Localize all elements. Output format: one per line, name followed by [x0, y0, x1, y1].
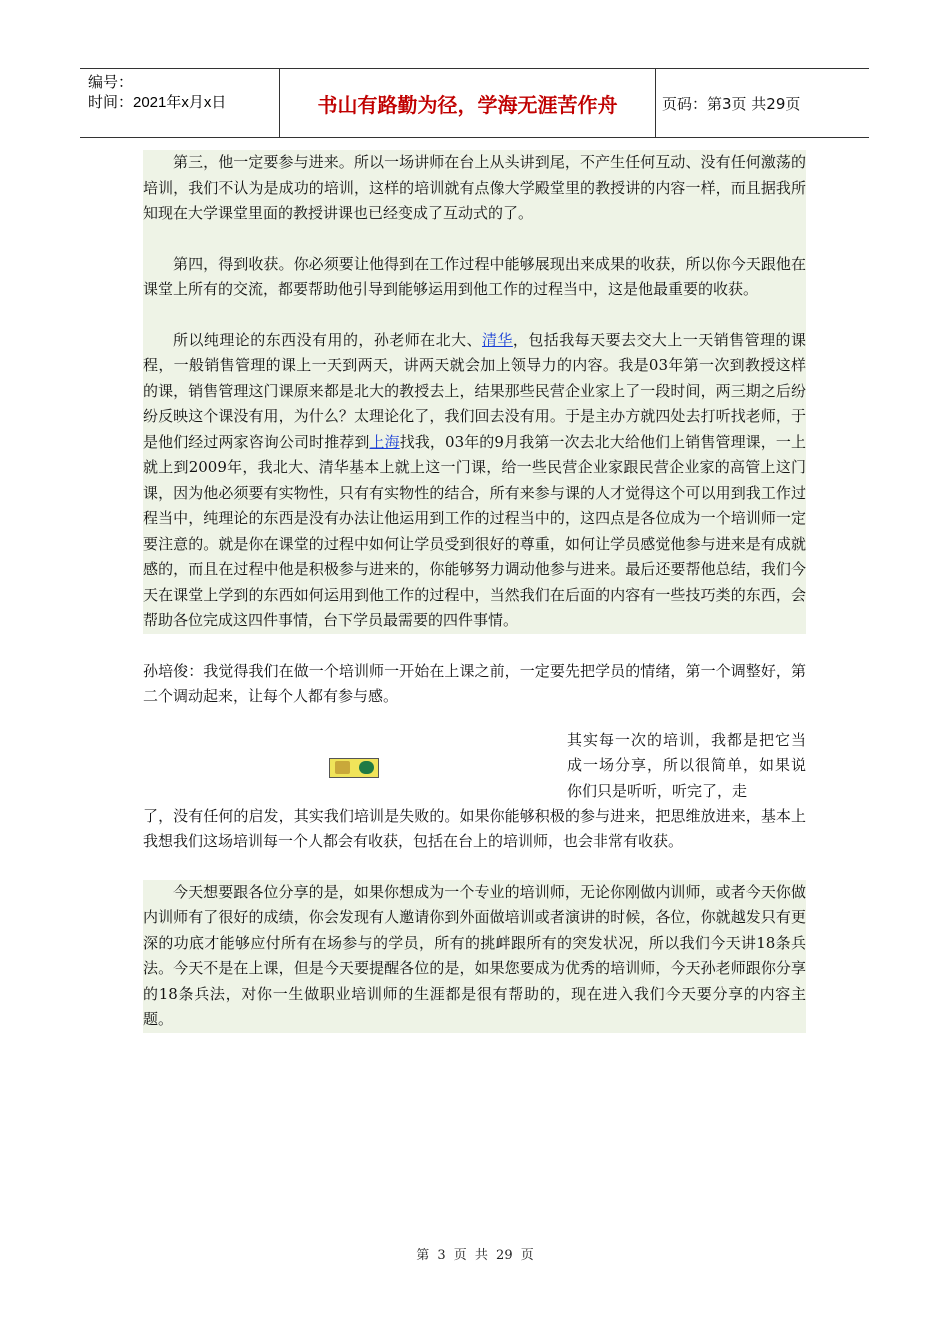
paragraph-sharing-rest: 了，没有任何的启发，其实我们培训是失败的。如果你能够积极的参与进来，把思维放进来，基本上我想我们这场培训每一个人都会有收获，包括在台上的培训师，也会非常有收获。	[143, 806, 806, 850]
paragraph-third-point: 第三，他一定要参与进来。所以一场讲师在台上从头讲到尾，不产生任何互动、没有任何激荡的培训，我们不认为是成功的培训，这样的培训就有点像大学殿堂里的教授讲的内容一样，而且据我所知现在大学课堂里面的教授讲课也已经变成了互动式的了。	[143, 153, 806, 222]
header-motto-cell	[280, 69, 656, 137]
paragraph-fourth-point: 第四，得到收获。你必须要让他得到在工作过程中能够展现出来成果的收获，所以你今天跟他在课堂上所有的交流，都要帮助他引导到能够运用到他工作的过程当中，这是他最重要的收获。	[143, 254, 806, 298]
header-motto: 书山有路勤为径，学海无涯苦作舟	[317, 93, 618, 117]
clip-icon	[335, 761, 350, 774]
page-header	[80, 68, 869, 138]
document-time-label: 时间：2021年x月x日	[88, 94, 227, 111]
paragraph-speaker-quote: 孙培俊：我觉得我们在做一个培训师一开始在上课之前，一定要先把学员的情绪，第一个调整好，第二个调动起来，让每个人都有参与感。	[143, 661, 806, 705]
document-number-label: 编号：	[88, 74, 134, 91]
document-body	[143, 150, 806, 1033]
embedded-icon-image	[329, 758, 379, 778]
highlighted-section-2	[143, 880, 806, 1033]
paragraph-theory-part2: ，包括我每天要去交大上一天销售管理的课程，一般销售管理的课上一天到两天，讲两天就会加上领导力的内容。我是03年第一次到教授这样的课，销售管理这门课原来都是北大的教授去上，结果那些民营企业家上了一段时间，两三期之后纷纷反映这个课没有用，为什么？太理论化了，我们回去没有用。于是主办方就四处去打听找老师，于是他们经过两家咨询公司时推荐到	[143, 330, 806, 451]
paragraph-theory	[143, 328, 806, 634]
highlighted-section	[143, 150, 806, 634]
link-shanghai[interactable]: 上海	[369, 432, 400, 451]
paragraph-theory-part1: 所以纯理论的东西没有用的，孙老师在北大、	[173, 330, 482, 349]
header-page-info: 页码：第3页 共29页	[662, 95, 801, 113]
link-tsinghua[interactable]: 清华	[481, 330, 513, 349]
paragraph-eighteen-rules: 今天想要跟各位分享的是，如果你想成为一个专业的培训师，无论你刚做内训师，或者今天你做内训师有了很好的成绩，你会发现有人邀请你到外面做培训或者演讲的时候，各位，你就越发只有更深的功底才能够应付所有在场参与的学员，所有的挑衅跟所有的突发状况，所以我们今天讲18条兵法。今天不是在上课，但是今天要提醒各位的是，如果您要成为优秀的培训师，今天孙老师跟你分享的18条兵法，对你一生做职业培训师的生涯都是很有帮助的，现在进入我们今天要分享的内容主题。	[143, 882, 806, 1028]
header-meta-cell	[80, 69, 280, 137]
leaf-icon	[359, 761, 374, 774]
page-footer: 第 3 页 共 29 页	[416, 1248, 534, 1263]
inline-image-row	[143, 728, 806, 804]
header-page-cell	[656, 69, 869, 137]
paragraph-sharing-wrap: 其实每一次的培训，我都是把它当成一场分享，所以很简单，如果说你们只是听听，听完了，走	[567, 730, 806, 800]
paragraph-theory-part3: 找我，03年的9月我第一次去北大给他们上销售管理课，一上就上到2009年，我北大、清华基本上就上这一门课，给一些民营企业家跟民营企业家的高管上这门课，因为他必须要有实物性，只有有实物性的结合，所有来参与课的人才觉得这个可以用到我工作过程当中，纯理论的东西是没有办法让他运用到工作的过程当中的，这四点是各位成为一个培训师一定要注意的。就是你在课堂的过程中如何让学员受到很好的尊重，如何让学员感觉他参与进来是有成就感的，而且在过程中他是积极参与进来的，你能够努力调动他参与进来。最后还要帮他总结，我们今天在课堂上学到的东西如何运用到他工作的过程中，当然我们在后面的内容有一些技巧类的东西，会帮助各位完成这四件事情，台下学员最需要的四件事情。	[143, 432, 806, 629]
